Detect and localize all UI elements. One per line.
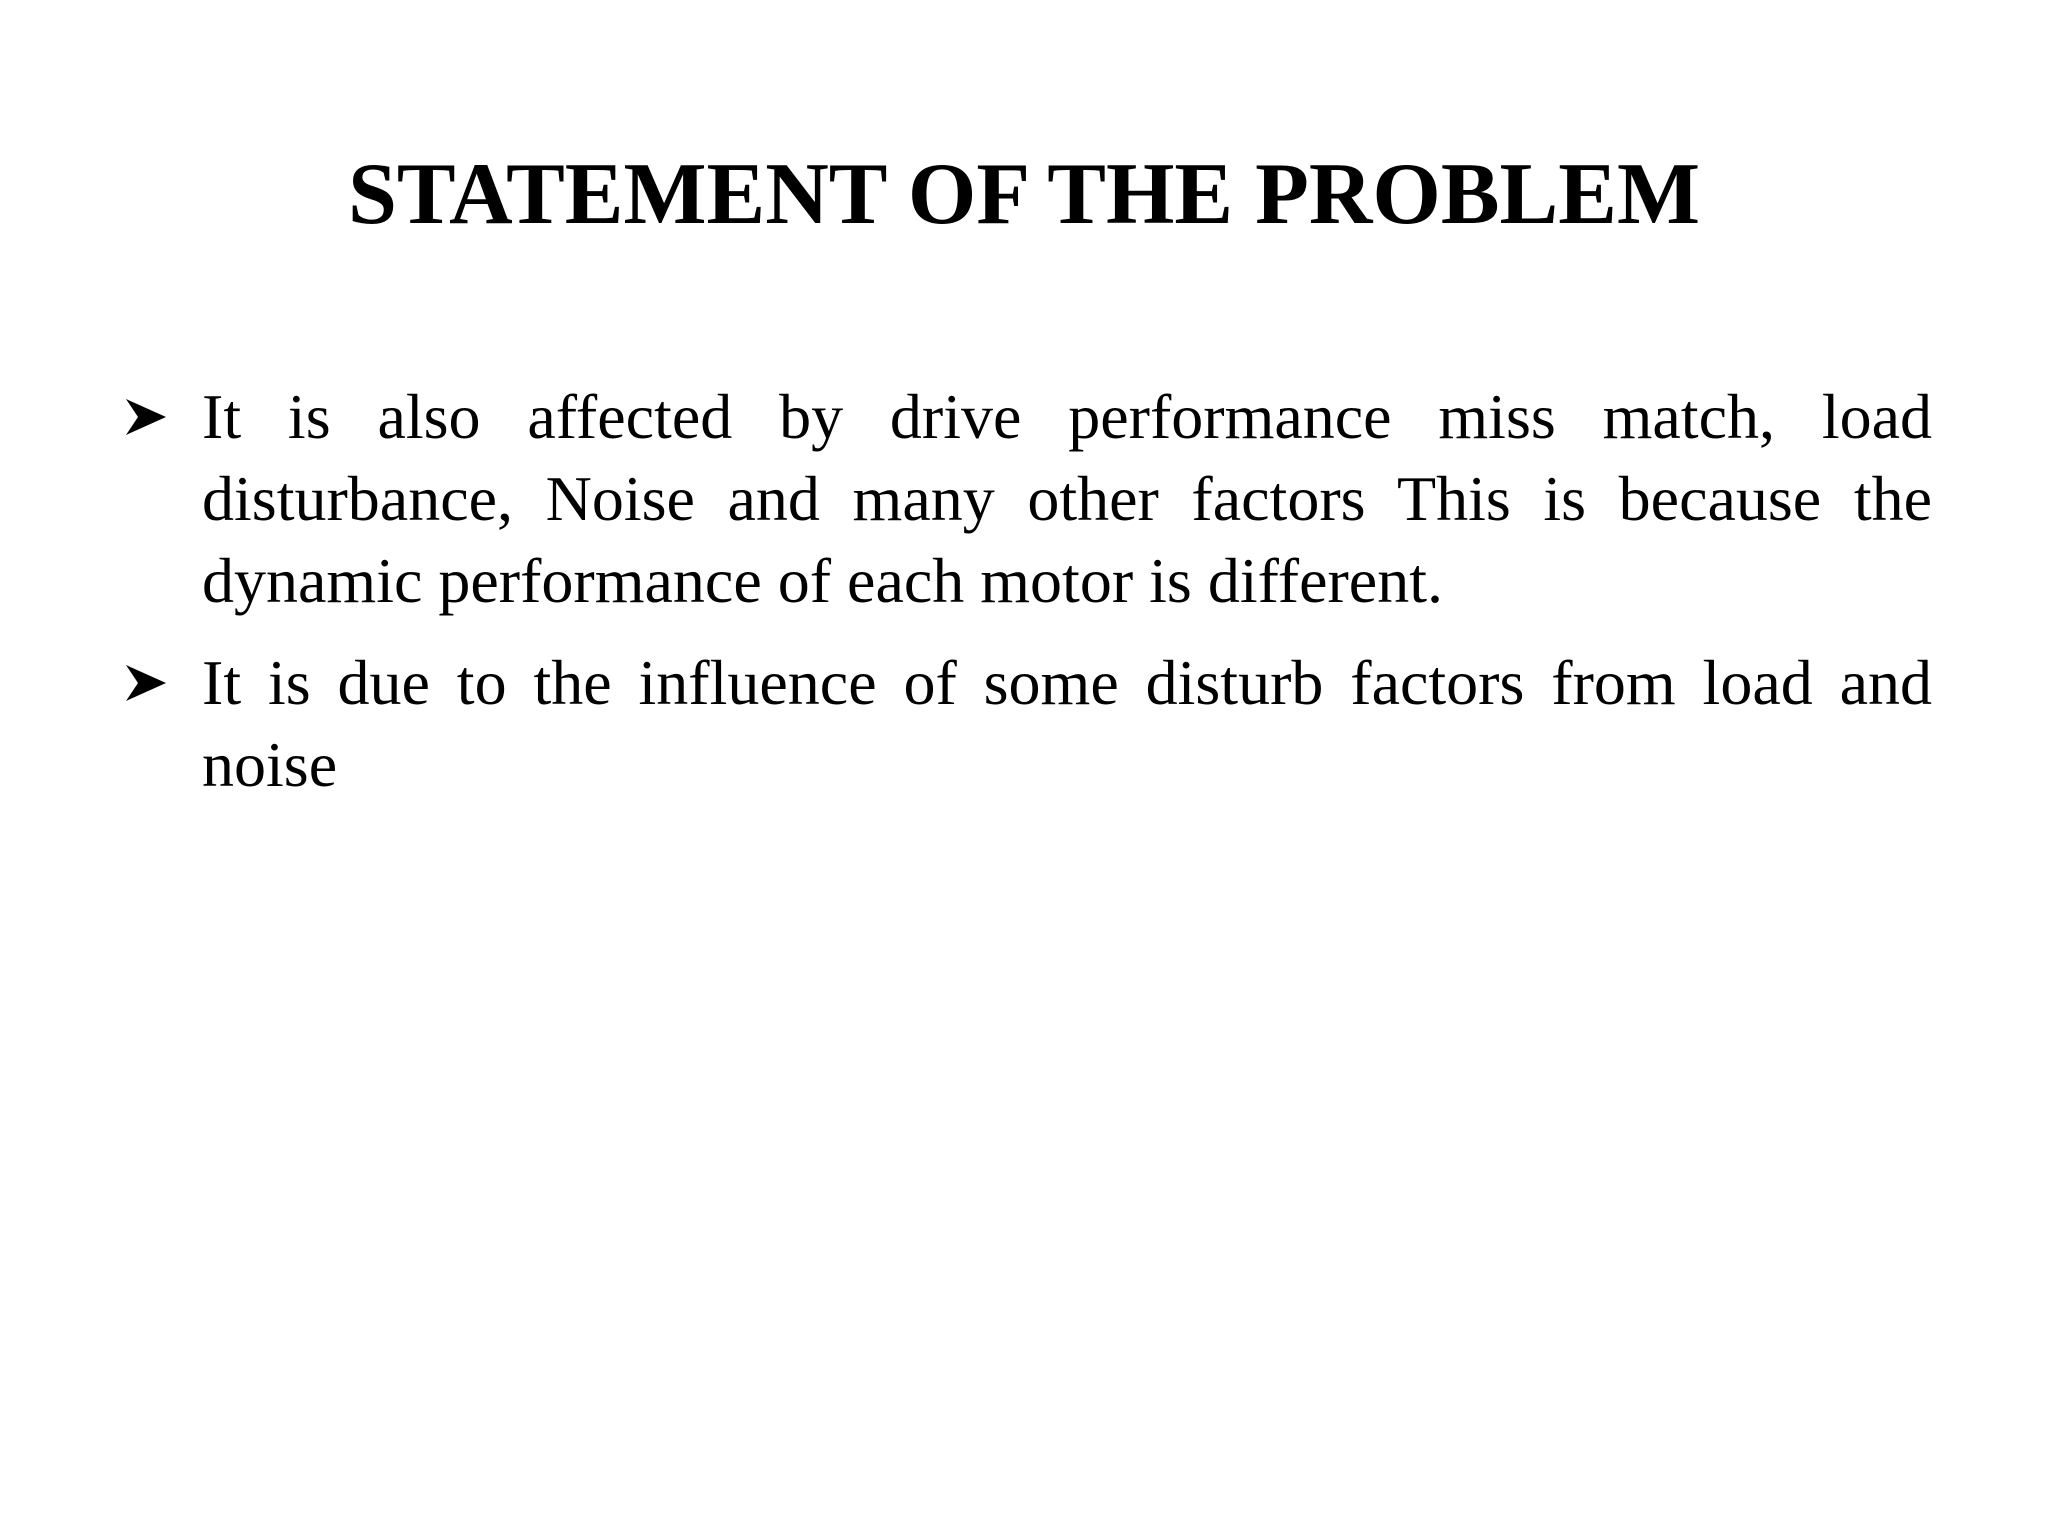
bullet-text: It is also affected by drive performance miss match, load disturbance, Noise and many other factors This is because the dynamic performance of each motor is different.: [202, 381, 1932, 616]
arrowhead-bullet-icon: [124, 376, 184, 458]
bullet-text: It is due to the influence of some disturb factors from load and noise: [202, 647, 1932, 800]
bullet-item: [124, 376, 1932, 622]
arrowhead-bullet-icon: [124, 642, 184, 724]
bullet-item: [124, 642, 1932, 806]
slide-title: STATEMENT OF THE PROBLEM: [347, 146, 1700, 243]
bullet-list: [124, 376, 1932, 826]
